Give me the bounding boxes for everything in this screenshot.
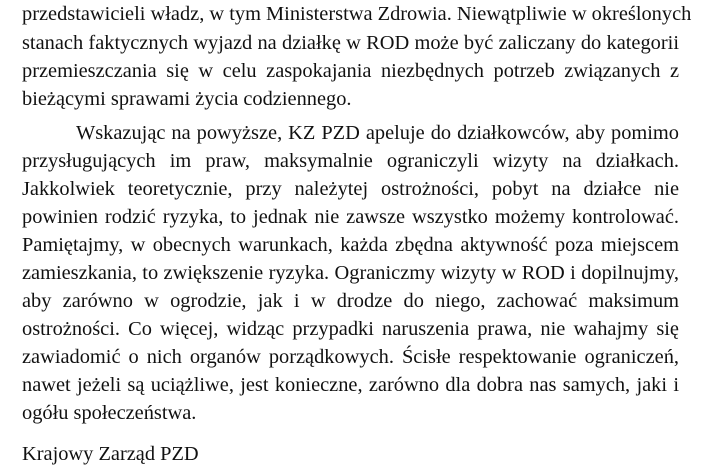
- paragraph-2-line-9: zawiadomić o nich organów porządkowych. Ścisłe respektowanie ograniczeń,: [22, 346, 679, 368]
- paragraph-1-line-3: przemieszczania się w celu zaspokajania niezbędnych potrzeb związanych z: [22, 60, 679, 82]
- paragraph-2-line-6: zamieszkania, to zwiększenie ryzyka. Ograniczmy wizyty w ROD i dopilnujmy,: [22, 262, 679, 284]
- paragraph-2-line-4: powinien rodzić ryzyka, to jednak nie zawsze wszystko możemy kontrolować.: [22, 206, 679, 228]
- paragraph-2-line-7: aby zarówno w ogrodzie, jak i w drodze do niego, zachować maksimum: [22, 290, 679, 312]
- paragraph-1-line-1: przedstawicieli władz, w tym Ministerstwa Zdrowia. Niewątpliwie w określonych: [22, 3, 692, 25]
- paragraph-1-line-2: stanach faktycznych wyjazd na działkę w ROD może być zaliczany do kategorii: [22, 32, 679, 54]
- paragraph-2-line-5: Pamiętajmy, w obecnych warunkach, każda zbędna aktywność poza miejscem: [22, 234, 679, 256]
- paragraph-2-line-10: nawet jeżeli są uciążliwe, jest konieczne, zarówno dla dobra nas samych, jaki i: [22, 374, 679, 396]
- paragraph-2-line-1: Wskazując na powyższe, KZ PZD apeluje do działkowców, aby pomimo: [76, 122, 679, 144]
- paragraph-2-line-8: ostrożności. Co więcej, widząc przypadki naruszenia prawa, nie wahajmy się: [22, 318, 679, 340]
- paragraph-2-line-2: przysługujących im praw, maksymalnie ograniczyli wizyty na działkach.: [22, 150, 679, 172]
- paragraph-2-line-3: Jakkolwiek teoretycznie, przy należytej ostrożności, pobyt na działce nie: [22, 178, 679, 200]
- signature: Krajowy Zarząd PZD: [22, 443, 199, 465]
- paragraph-1-line-4: bieżącymi sprawami życia codziennego.: [22, 88, 352, 110]
- paragraph-2-line-11: ogółu społeczeństwa.: [22, 402, 197, 424]
